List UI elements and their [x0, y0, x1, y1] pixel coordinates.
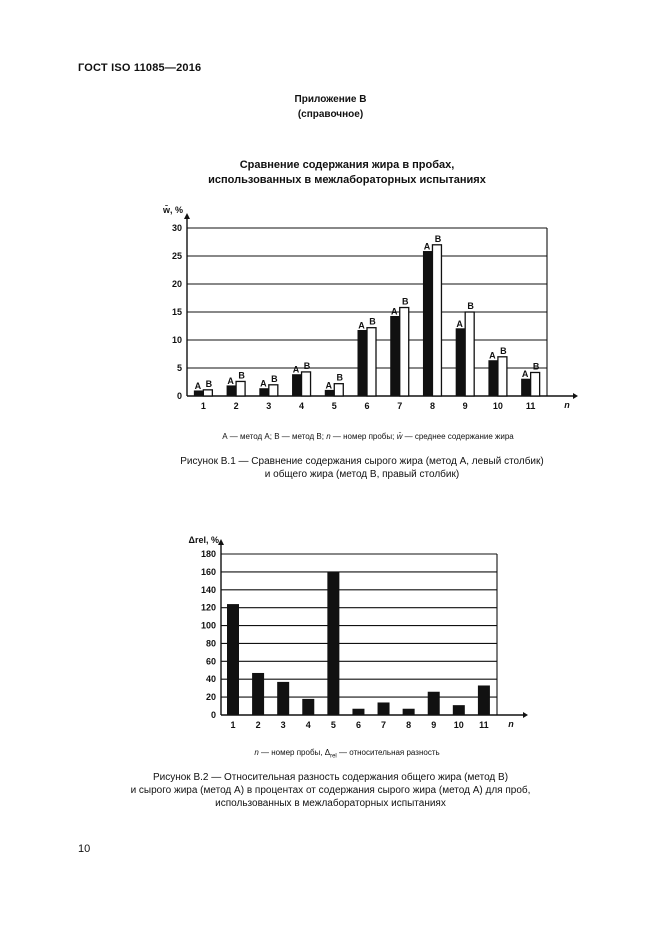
x-tick-label: 5 [330, 720, 336, 730]
caption1-line-1: Рисунок В.1 — Сравнение содержания сырого жира (метод А, левый столбик) [180, 456, 544, 467]
section-title-line-1: Сравнение содержания жира в пробах, [239, 159, 455, 171]
legend1-text-middle: — номер пробы; [330, 432, 397, 441]
legend1-n-symbol: n [326, 432, 331, 441]
bar-label-a: А [390, 306, 398, 317]
y-tick-label: 25 [171, 251, 182, 261]
bar-method-b [334, 384, 343, 396]
bar-label-a: А [521, 369, 529, 380]
x-tick-label: 2 [255, 720, 261, 730]
bar-method-a [489, 361, 498, 396]
x-tick-label: 10 [453, 720, 464, 730]
x-tick-label: 1 [200, 401, 206, 411]
bar-method-a [325, 390, 334, 396]
legend2-n-symbol: n [254, 748, 259, 757]
bar-label-b: В [467, 301, 474, 311]
x-tick-label: 7 [381, 720, 387, 730]
figure-b1-legend [0, 432, 661, 441]
bar-label-b: В [532, 361, 540, 372]
legend1-w-symbol: w̄ [396, 432, 403, 441]
figure-b1-caption [0, 455, 661, 481]
bar-method-a [260, 389, 269, 396]
y-tick-label: 60 [205, 656, 216, 667]
bar-method-a [391, 316, 400, 396]
x-tick-label: 5 [331, 401, 337, 411]
figure-b2-caption [0, 771, 661, 810]
bar-relative-difference [403, 709, 415, 715]
x-tick-label: 8 [406, 720, 412, 730]
y-tick-label: 140 [200, 584, 216, 595]
y-tick-label: 40 [205, 674, 216, 685]
legend1-text-before: А — метод А; В — метод В; [222, 432, 327, 441]
y-tick-label: 80 [205, 638, 216, 649]
bar-method-a [522, 379, 531, 396]
bar-method-b [498, 357, 507, 396]
x-axis-label: n [564, 400, 570, 410]
bar-relative-difference [352, 709, 364, 715]
x-tick-label: 4 [305, 720, 311, 730]
x-tick-label: 8 [429, 401, 435, 411]
bar-label-a: А [260, 378, 267, 389]
bar-label-a: А [423, 241, 431, 252]
bar-method-b [367, 328, 376, 396]
bar-relative-difference [227, 604, 239, 715]
bar-relative-difference [378, 702, 390, 715]
y-tick-label: 0 [176, 391, 182, 401]
x-tick-label: 9 [462, 401, 468, 411]
x-tick-label: 10 [492, 401, 503, 411]
bar-method-a [456, 329, 465, 396]
figure-b2-chart [0, 530, 661, 735]
bar-label-a: А [227, 375, 234, 386]
bar-label-a: А [358, 320, 365, 331]
bar-label-b: В [369, 316, 376, 327]
x-axis-arrow [573, 393, 578, 399]
x-tick-label: 6 [355, 720, 361, 730]
bar-method-b [465, 312, 474, 396]
document-header: ГОСТ ISO 11085—2016 [78, 62, 202, 74]
y-tick-label: 180 [200, 549, 216, 559]
bar-label-b: В [336, 372, 344, 383]
x-tick-label: 3 [280, 720, 286, 730]
bar-method-b [432, 245, 441, 396]
appendix-title: Приложение В [294, 94, 367, 105]
y-tick-label: 120 [200, 602, 216, 613]
y-tick-label: 10 [171, 335, 182, 345]
bar-label-a: А [194, 380, 202, 391]
y-axis-arrow [184, 213, 190, 219]
bar-method-a [194, 391, 203, 396]
y-tick-label: 100 [200, 620, 216, 631]
bar-label-a: А [325, 380, 333, 391]
x-tick-label: 11 [525, 401, 536, 411]
x-axis-arrow [523, 712, 528, 718]
y-tick-label: 0 [210, 710, 216, 720]
appendix-heading [0, 92, 661, 122]
x-axis-label: n [508, 719, 514, 729]
bar-label-b: В [303, 360, 311, 371]
x-tick-label: 3 [266, 401, 272, 411]
y-tick-label: 15 [171, 307, 182, 317]
bar-relative-difference [277, 682, 289, 715]
bar-label-a: А [292, 364, 300, 375]
x-tick-label: 7 [397, 401, 403, 411]
x-tick-label: 2 [233, 401, 239, 411]
page-number: 10 [78, 843, 91, 855]
bar-method-a [293, 375, 302, 396]
y-tick-label: 160 [200, 566, 216, 577]
x-tick-label: 11 [479, 720, 489, 730]
y-tick-label: 5 [176, 363, 182, 373]
caption2-line-3: использованных в межлабораторных испытаниях [215, 798, 446, 809]
x-tick-label: 1 [230, 720, 236, 730]
bar-relative-difference [453, 705, 465, 715]
bar-method-b [236, 381, 245, 396]
section-title-line-2: использованных в межлабораторных испытаниях [208, 174, 486, 186]
x-tick-label: 9 [431, 720, 437, 730]
bar-method-b [203, 390, 212, 396]
y-axis-label: Δrel, % [188, 535, 219, 545]
x-tick-label: 4 [299, 401, 305, 411]
bar-label-b: В [205, 378, 213, 389]
bar-relative-difference [428, 692, 440, 715]
section-title [0, 158, 661, 188]
appendix-subtitle: (справочное) [297, 109, 364, 120]
figure-b2-legend [0, 748, 661, 760]
legend2-text-after: — относительная разность [336, 748, 440, 757]
legend2-delta-symbol: Δ [324, 748, 331, 757]
legend2-delta-sub: rel [330, 753, 337, 760]
bar-relative-difference [478, 685, 490, 715]
bar-method-a [227, 386, 236, 396]
bar-label-b: В [434, 233, 442, 244]
bar-relative-difference [252, 673, 264, 715]
bar-method-a [423, 252, 432, 396]
x-tick-label: 6 [364, 401, 370, 411]
caption2-line-2: и сырого жира (метод А) в процентах от содержания сырого жира (метод А) для проб, [130, 785, 531, 796]
bar-label-a: А [456, 318, 463, 329]
legend1-text-after: — среднее содержание жира [402, 432, 514, 441]
bar-relative-difference [302, 699, 314, 715]
bar-label-b: В [500, 345, 507, 356]
caption1-line-2: и общего жира (метод В, правый столбик) [264, 469, 460, 480]
legend2-text-middle: — номер пробы, [258, 748, 325, 757]
y-tick-label: 20 [171, 279, 182, 289]
bar-relative-difference [327, 572, 339, 715]
figure-b1-chart [0, 200, 661, 420]
bar-method-b [269, 385, 278, 396]
y-tick-label: 20 [205, 692, 216, 703]
bar-method-a [358, 330, 367, 396]
bar-method-b [531, 372, 540, 396]
bar-label-b: В [238, 370, 245, 381]
bar-method-b [302, 372, 311, 396]
bar-label-a: А [489, 350, 496, 361]
bar-label-b: В [271, 373, 278, 384]
bar-label-b: В [401, 296, 409, 307]
bar-method-b [400, 308, 409, 396]
y-axis-label: w̄, % [162, 205, 183, 215]
caption2-line-1: Рисунок В.2 — Относительная разность содержания общего жира (метод В) [152, 772, 509, 783]
y-tick-label: 30 [171, 223, 182, 233]
